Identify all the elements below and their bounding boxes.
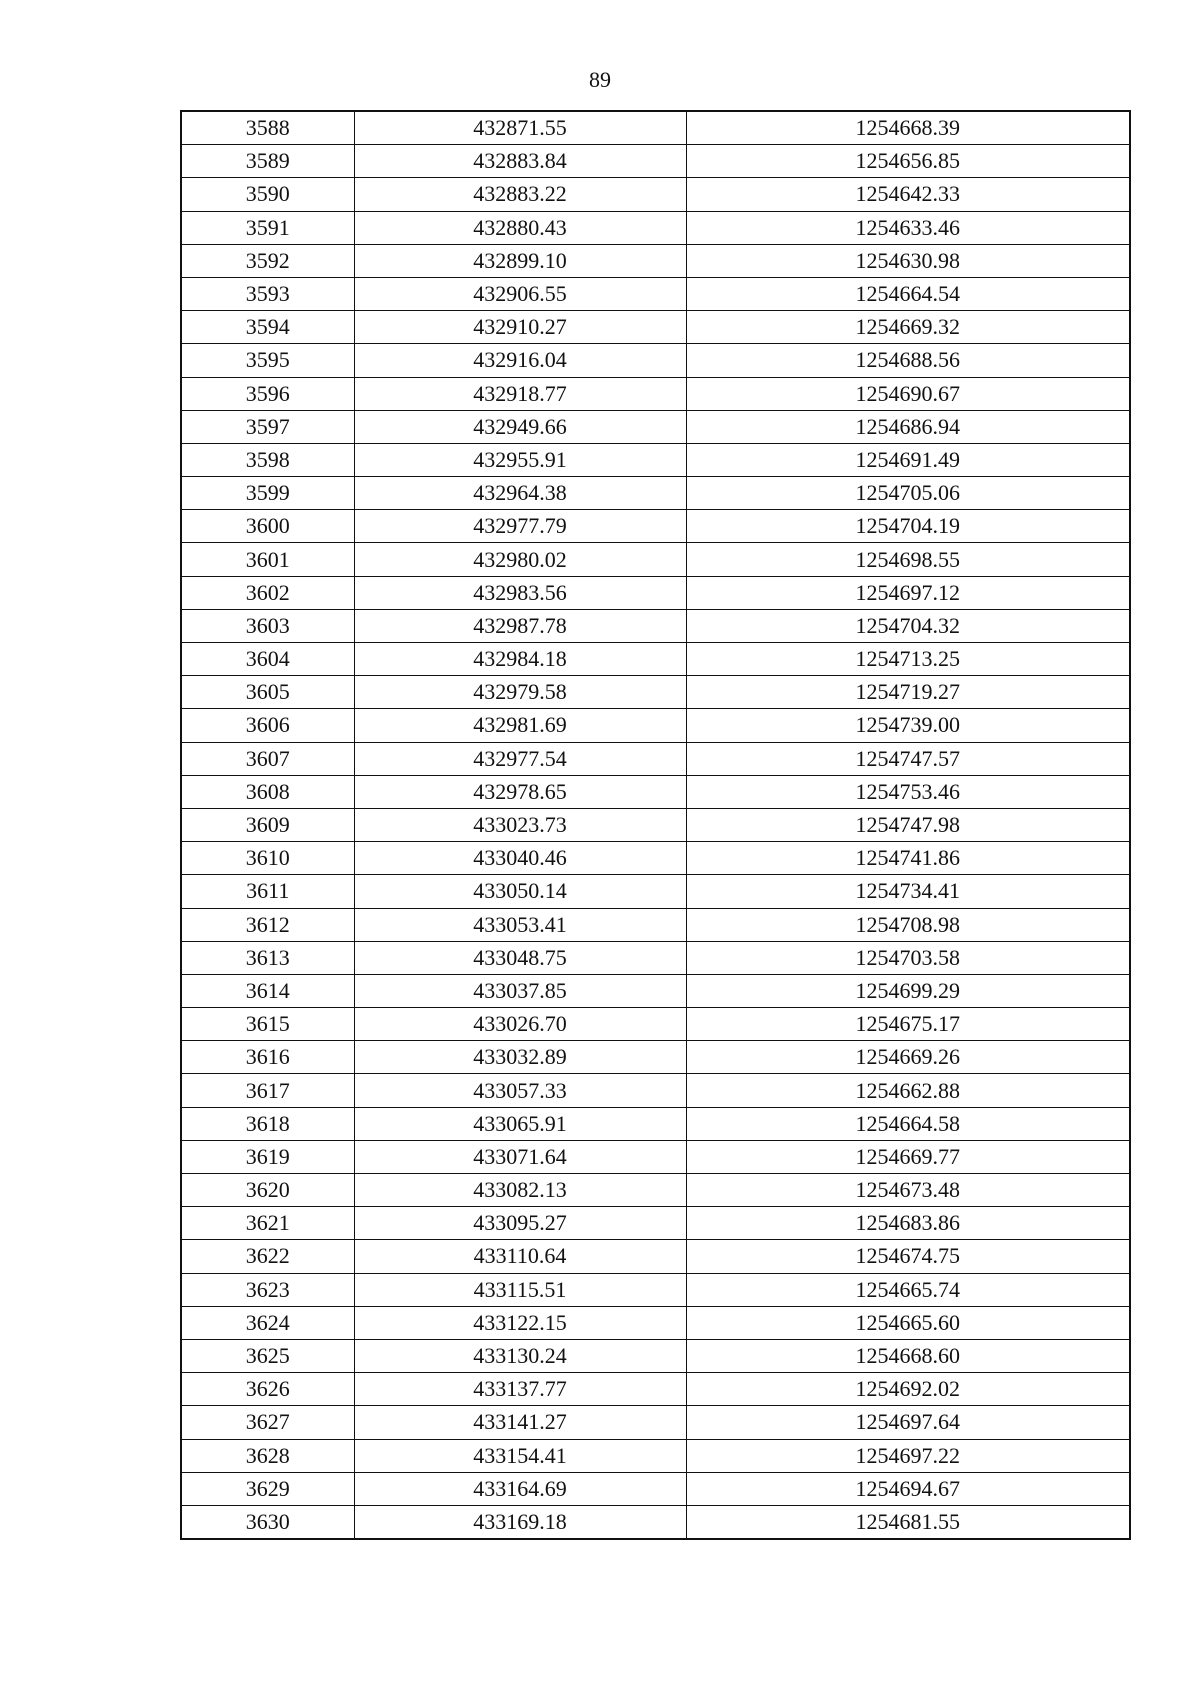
x-coordinate-cell: 433040.46 [354, 842, 686, 875]
table-row [181, 510, 1130, 543]
point-id-cell: 3610 [181, 842, 354, 875]
point-id-cell: 3616 [181, 1041, 354, 1074]
point-id-cell: 3622 [181, 1240, 354, 1273]
x-coordinate-cell: 433154.41 [354, 1439, 686, 1472]
x-coordinate-cell: 433115.51 [354, 1273, 686, 1306]
point-id-cell: 3624 [181, 1306, 354, 1339]
table-row [181, 1406, 1130, 1439]
x-coordinate-cell: 433032.89 [354, 1041, 686, 1074]
y-coordinate-cell: 1254691.49 [686, 443, 1130, 476]
point-id-cell: 3607 [181, 742, 354, 775]
point-id-cell: 3595 [181, 344, 354, 377]
table-row [181, 277, 1130, 310]
x-coordinate-cell: 432883.84 [354, 145, 686, 178]
table-row [181, 941, 1130, 974]
y-coordinate-cell: 1254630.98 [686, 244, 1130, 277]
x-coordinate-cell: 432981.69 [354, 709, 686, 742]
y-coordinate-cell: 1254719.27 [686, 676, 1130, 709]
point-id-cell: 3619 [181, 1140, 354, 1173]
table-row [181, 543, 1130, 576]
x-coordinate-cell: 432918.77 [354, 377, 686, 410]
table-row [181, 1306, 1130, 1339]
point-id-cell: 3592 [181, 244, 354, 277]
x-coordinate-cell: 432978.65 [354, 775, 686, 808]
table-row [181, 775, 1130, 808]
x-coordinate-cell: 433048.75 [354, 941, 686, 974]
table-row [181, 1140, 1130, 1173]
point-id-cell: 3615 [181, 1008, 354, 1041]
table-row [181, 808, 1130, 841]
table-row [181, 311, 1130, 344]
y-coordinate-cell: 1254669.26 [686, 1041, 1130, 1074]
x-coordinate-cell: 432977.79 [354, 510, 686, 543]
point-id-cell: 3620 [181, 1174, 354, 1207]
table-row [181, 344, 1130, 377]
table-body [181, 111, 1130, 1539]
y-coordinate-cell: 1254697.12 [686, 576, 1130, 609]
point-id-cell: 3618 [181, 1107, 354, 1140]
point-id-cell: 3600 [181, 510, 354, 543]
x-coordinate-cell: 432880.43 [354, 211, 686, 244]
table-row [181, 908, 1130, 941]
y-coordinate-cell: 1254656.85 [686, 145, 1130, 178]
table-row [181, 145, 1130, 178]
x-coordinate-cell: 433053.41 [354, 908, 686, 941]
x-coordinate-cell: 432955.91 [354, 443, 686, 476]
point-id-cell: 3613 [181, 941, 354, 974]
table-row [181, 742, 1130, 775]
point-id-cell: 3609 [181, 808, 354, 841]
point-id-cell: 3625 [181, 1339, 354, 1372]
point-id-cell: 3617 [181, 1074, 354, 1107]
y-coordinate-cell: 1254675.17 [686, 1008, 1130, 1041]
point-id-cell: 3591 [181, 211, 354, 244]
y-coordinate-cell: 1254665.60 [686, 1306, 1130, 1339]
point-id-cell: 3629 [181, 1472, 354, 1505]
x-coordinate-cell: 432983.56 [354, 576, 686, 609]
x-coordinate-cell: 432910.27 [354, 311, 686, 344]
x-coordinate-cell: 432883.22 [354, 178, 686, 211]
table-row [181, 1107, 1130, 1140]
x-coordinate-cell: 432916.04 [354, 344, 686, 377]
table-row [181, 477, 1130, 510]
table-row [181, 410, 1130, 443]
y-coordinate-cell: 1254734.41 [686, 875, 1130, 908]
table-row [181, 974, 1130, 1007]
point-id-cell: 3614 [181, 974, 354, 1007]
x-coordinate-cell: 433141.27 [354, 1406, 686, 1439]
point-id-cell: 3628 [181, 1439, 354, 1472]
table-row [181, 178, 1130, 211]
table-row [181, 1273, 1130, 1306]
point-id-cell: 3588 [181, 111, 354, 145]
x-coordinate-cell: 432906.55 [354, 277, 686, 310]
y-coordinate-cell: 1254642.33 [686, 178, 1130, 211]
y-coordinate-cell: 1254698.55 [686, 543, 1130, 576]
x-coordinate-cell: 433095.27 [354, 1207, 686, 1240]
point-id-cell: 3598 [181, 443, 354, 476]
y-coordinate-cell: 1254664.54 [686, 277, 1130, 310]
point-id-cell: 3621 [181, 1207, 354, 1240]
x-coordinate-cell: 433065.91 [354, 1107, 686, 1140]
point-id-cell: 3627 [181, 1406, 354, 1439]
table-row [181, 211, 1130, 244]
y-coordinate-cell: 1254703.58 [686, 941, 1130, 974]
y-coordinate-cell: 1254683.86 [686, 1207, 1130, 1240]
table-row [181, 1207, 1130, 1240]
y-coordinate-cell: 1254686.94 [686, 410, 1130, 443]
x-coordinate-cell: 433122.15 [354, 1306, 686, 1339]
x-coordinate-cell: 433110.64 [354, 1240, 686, 1273]
x-coordinate-cell: 432984.18 [354, 643, 686, 676]
y-coordinate-cell: 1254688.56 [686, 344, 1130, 377]
x-coordinate-cell: 433137.77 [354, 1373, 686, 1406]
point-id-cell: 3593 [181, 277, 354, 310]
table-row [181, 1472, 1130, 1505]
y-coordinate-cell: 1254694.67 [686, 1472, 1130, 1505]
x-coordinate-cell: 432899.10 [354, 244, 686, 277]
point-id-cell: 3589 [181, 145, 354, 178]
table-row [181, 1439, 1130, 1472]
point-id-cell: 3611 [181, 875, 354, 908]
point-id-cell: 3612 [181, 908, 354, 941]
point-id-cell: 3596 [181, 377, 354, 410]
y-coordinate-cell: 1254753.46 [686, 775, 1130, 808]
point-id-cell: 3601 [181, 543, 354, 576]
table-row [181, 377, 1130, 410]
point-id-cell: 3626 [181, 1373, 354, 1406]
x-coordinate-cell: 433082.13 [354, 1174, 686, 1207]
page-number: 89 [589, 67, 611, 92]
table-row [181, 244, 1130, 277]
y-coordinate-cell: 1254692.02 [686, 1373, 1130, 1406]
table-row [181, 443, 1130, 476]
table-row [181, 1505, 1130, 1539]
x-coordinate-cell: 432871.55 [354, 111, 686, 145]
x-coordinate-cell: 433026.70 [354, 1008, 686, 1041]
y-coordinate-cell: 1254697.22 [686, 1439, 1130, 1472]
y-coordinate-cell: 1254690.67 [686, 377, 1130, 410]
point-id-cell: 3594 [181, 311, 354, 344]
table-row [181, 1174, 1130, 1207]
y-coordinate-cell: 1254747.57 [686, 742, 1130, 775]
y-coordinate-cell: 1254708.98 [686, 908, 1130, 941]
x-coordinate-cell: 432987.78 [354, 609, 686, 642]
table-row [181, 709, 1130, 742]
y-coordinate-cell: 1254704.19 [686, 510, 1130, 543]
x-coordinate-cell: 432977.54 [354, 742, 686, 775]
table-row [181, 1240, 1130, 1273]
table-row [181, 111, 1130, 145]
y-coordinate-cell: 1254674.75 [686, 1240, 1130, 1273]
x-coordinate-cell: 432979.58 [354, 676, 686, 709]
x-coordinate-cell: 433057.33 [354, 1074, 686, 1107]
x-coordinate-cell: 433050.14 [354, 875, 686, 908]
table-row [181, 1008, 1130, 1041]
point-id-cell: 3608 [181, 775, 354, 808]
point-id-cell: 3603 [181, 609, 354, 642]
point-id-cell: 3597 [181, 410, 354, 443]
y-coordinate-cell: 1254668.60 [686, 1339, 1130, 1372]
y-coordinate-cell: 1254673.48 [686, 1174, 1130, 1207]
x-coordinate-cell: 432949.66 [354, 410, 686, 443]
y-coordinate-cell: 1254665.74 [686, 1273, 1130, 1306]
x-coordinate-cell: 433037.85 [354, 974, 686, 1007]
table-row [181, 676, 1130, 709]
table-row [181, 842, 1130, 875]
point-id-cell: 3630 [181, 1505, 354, 1539]
x-coordinate-cell: 432964.38 [354, 477, 686, 510]
table-row [181, 1373, 1130, 1406]
y-coordinate-cell: 1254741.86 [686, 842, 1130, 875]
y-coordinate-cell: 1254747.98 [686, 808, 1130, 841]
x-coordinate-cell: 432980.02 [354, 543, 686, 576]
y-coordinate-cell: 1254633.46 [686, 211, 1130, 244]
x-coordinate-cell: 433169.18 [354, 1505, 686, 1539]
point-id-cell: 3623 [181, 1273, 354, 1306]
y-coordinate-cell: 1254664.58 [686, 1107, 1130, 1140]
point-id-cell: 3599 [181, 477, 354, 510]
y-coordinate-cell: 1254699.29 [686, 974, 1130, 1007]
table-row [181, 576, 1130, 609]
y-coordinate-cell: 1254669.77 [686, 1140, 1130, 1173]
table-row [181, 1074, 1130, 1107]
y-coordinate-cell: 1254669.32 [686, 311, 1130, 344]
y-coordinate-cell: 1254739.00 [686, 709, 1130, 742]
coordinate-table [180, 110, 1131, 1540]
table-row [181, 609, 1130, 642]
x-coordinate-cell: 433071.64 [354, 1140, 686, 1173]
x-coordinate-cell: 433130.24 [354, 1339, 686, 1372]
y-coordinate-cell: 1254697.64 [686, 1406, 1130, 1439]
table-row [181, 1339, 1130, 1372]
point-id-cell: 3590 [181, 178, 354, 211]
y-coordinate-cell: 1254713.25 [686, 643, 1130, 676]
x-coordinate-cell: 433164.69 [354, 1472, 686, 1505]
table-row [181, 875, 1130, 908]
point-id-cell: 3604 [181, 643, 354, 676]
point-id-cell: 3602 [181, 576, 354, 609]
point-id-cell: 3606 [181, 709, 354, 742]
table-row [181, 1041, 1130, 1074]
y-coordinate-cell: 1254704.32 [686, 609, 1130, 642]
y-coordinate-cell: 1254681.55 [686, 1505, 1130, 1539]
x-coordinate-cell: 433023.73 [354, 808, 686, 841]
y-coordinate-cell: 1254705.06 [686, 477, 1130, 510]
y-coordinate-cell: 1254662.88 [686, 1074, 1130, 1107]
point-id-cell: 3605 [181, 676, 354, 709]
table-row [181, 643, 1130, 676]
y-coordinate-cell: 1254668.39 [686, 111, 1130, 145]
